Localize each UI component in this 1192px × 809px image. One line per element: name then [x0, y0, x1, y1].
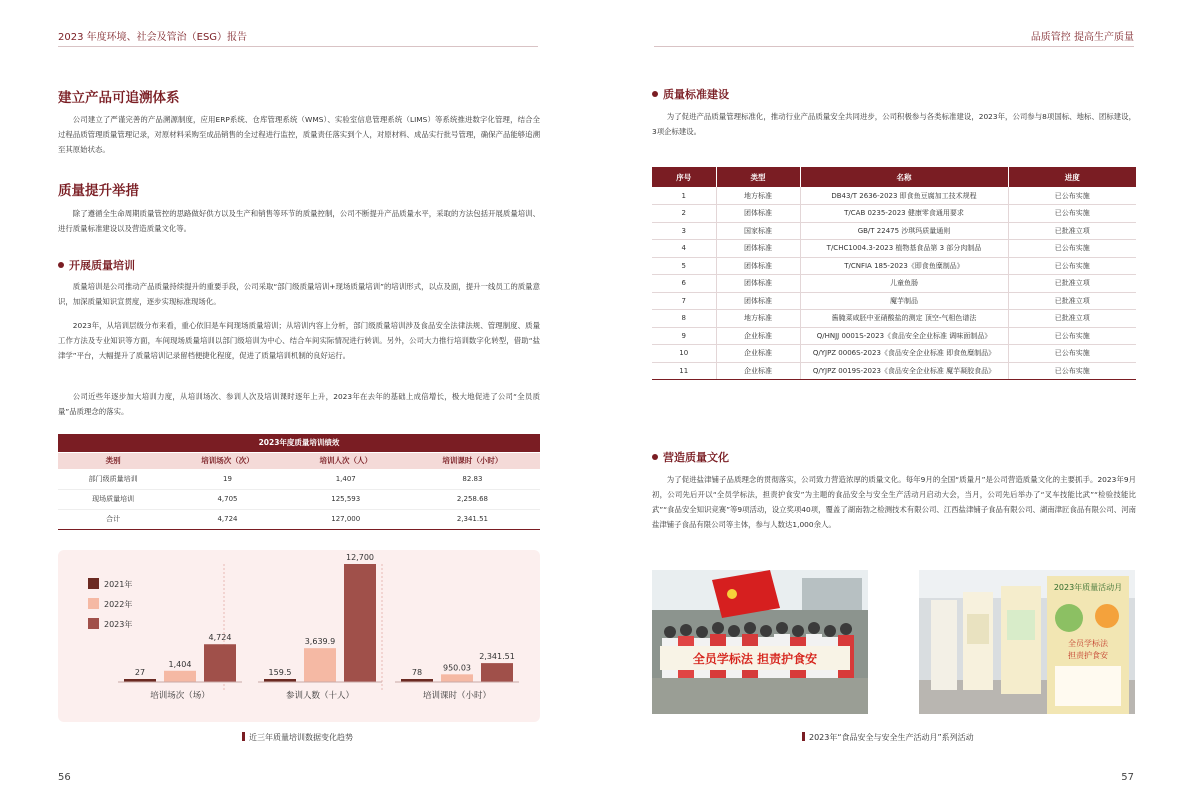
table-cell: 125,593 — [287, 489, 405, 509]
legend-label: 2022年 — [104, 600, 133, 609]
chart-bar — [441, 674, 473, 682]
bullet-dot-icon — [58, 262, 64, 268]
header-rule — [58, 46, 538, 47]
training-paragraph-3: 公司近些年逐步加大培训力度，从培训场次、参训人次及培训课时逐年上升，2023年在去年的基础上成倍增长，极大地促进了公司“全员质量”品质理念的落实。 — [58, 392, 540, 416]
table-cell: 6 — [652, 275, 716, 293]
table-row — [652, 327, 1136, 345]
table-row — [652, 362, 1136, 380]
standards-table — [652, 167, 1136, 380]
table-cell: 1,407 — [287, 469, 405, 489]
table-cell: 已批准立项 — [1008, 222, 1136, 240]
chart-bar — [481, 663, 513, 682]
data-label: 27 — [134, 668, 146, 677]
table-row — [652, 205, 1136, 223]
table-cell: 1 — [652, 187, 716, 205]
data-label: 78 — [411, 668, 423, 677]
table-cell: 企业标准 — [716, 345, 800, 363]
table-cell: Q/YJPZ 0019S-2023《食品安全企业标准 魔芋凝胶食品》 — [800, 362, 1008, 380]
table-row — [58, 469, 540, 489]
table-cell: 已批准立项 — [1008, 275, 1136, 293]
table-cell: 7 — [652, 292, 716, 310]
table-cell: Q/HNJJ 0001S-2023《食品安全企业标准 调味面制品》 — [800, 327, 1008, 345]
table-cell: 82.83 — [405, 469, 540, 489]
banner-text: 全员学标法 担责护食安 — [692, 652, 818, 666]
table-cell: GB/T 22475 沙琪玛质量通则 — [800, 222, 1008, 240]
data-label: 2,341.51 — [479, 652, 515, 662]
table-cell: 酱腌菜咸胚中亚硝酸盐的测定 顶空-气相色谱法 — [800, 310, 1008, 328]
table-row — [652, 275, 1136, 293]
table-caption: 2023年度质量培训绩效 — [58, 434, 540, 452]
legend-swatch — [88, 618, 99, 629]
table-cell: 5 — [652, 257, 716, 275]
table-cell: 已批准立项 — [1008, 310, 1136, 328]
legend-label: 2023年 — [104, 620, 133, 629]
chart-bar — [304, 648, 336, 682]
column-header: 类别 — [58, 452, 168, 469]
table-cell: 已公布实施 — [1008, 187, 1136, 205]
table-cell: 已公布实施 — [1008, 240, 1136, 258]
data-label: 1,404 — [168, 659, 192, 669]
table-cell: T/CNFIA 185-2023《即食鱼糜制品》 — [800, 257, 1008, 275]
table-cell: 4,705 — [168, 489, 286, 509]
table-cell: 合计 — [58, 509, 168, 529]
table-cell: 现场质量培训 — [58, 489, 168, 509]
table-row — [652, 292, 1136, 310]
table-cell: 10 — [652, 345, 716, 363]
bar-chart — [58, 550, 540, 722]
table-cell: 2,258.68 — [405, 489, 540, 509]
table-cell: 已公布实施 — [1008, 345, 1136, 363]
group-label: 培训课时（小时） — [422, 691, 492, 701]
subsection-title-training: 开展质量培训 — [58, 257, 135, 273]
table-cell: 9 — [652, 327, 716, 345]
photo-caption: 2023年“食品安全与安全生产活动月”系列活动 — [802, 732, 974, 743]
table-cell: 团体标准 — [716, 257, 800, 275]
table-cell: 127,000 — [287, 509, 405, 529]
table-cell: 11 — [652, 362, 716, 380]
table-cell: 企业标准 — [716, 327, 800, 345]
subsection-title-culture: 营造质量文化 — [652, 449, 729, 465]
quality-improvement-body: 除了遵循全生命周期质量管控的思路做好供方以及生产和销售等环节的质量控制，公司不断提升产品质量水平，采取的方法包括开展质量培训、进行质量标准建设以及营造质量文化等。 — [58, 209, 540, 233]
page-number-right: 57 — [1121, 772, 1134, 783]
culture-body: 为了促进盐津铺子品质理念的贯彻落实，公司致力营造浓厚的质量文化。每年9月的全国“质量月”是公司营造质量文化的主要抓手。2023年9月初，公司先后开以“全员学标法，担责护食安”为主题的食品安全与安全生产活动月启动大会，当月，公司先后举办了“叉车技能比武”“检验技能比武”“食品安全知识竞赛”等9项活动，设立奖项40项，覆盖了湖南勃之检测技术有限公司、江西盐津铺子食品有限公司、湖南津匠食品有限公司、河南盐津铺子食品有限公司等主体，参与人数达1,000余人。 — [652, 475, 1136, 529]
data-label: 4,724 — [208, 633, 232, 643]
table-cell: 团体标准 — [716, 292, 800, 310]
bullet-dot-icon — [652, 91, 658, 97]
subsection-title-standards: 质量标准建设 — [652, 86, 729, 102]
table-cell: T/CAB 0235-2023 健康零食通用要求 — [800, 205, 1008, 223]
table-cell: 地方标准 — [716, 187, 800, 205]
table-cell: 19 — [168, 469, 286, 489]
poster-title: 2023年质量活动月 — [1053, 583, 1123, 592]
table-cell: 已公布实施 — [1008, 257, 1136, 275]
table-cell: 3 — [652, 222, 716, 240]
table-cell: 国家标准 — [716, 222, 800, 240]
legend-swatch — [88, 578, 99, 589]
section-title-traceability: 建立产品可追溯体系 — [58, 90, 180, 106]
column-header: 培训课时（小时） — [405, 452, 540, 469]
table-cell: 已公布实施 — [1008, 205, 1136, 223]
table-cell: 魔芋制品 — [800, 292, 1008, 310]
table-cell: 团体标准 — [716, 275, 800, 293]
caption-marker-icon — [802, 732, 805, 741]
data-label: 3,639.9 — [304, 637, 336, 647]
table-cell: 4,724 — [168, 509, 286, 529]
table-cell: 2,341.51 — [405, 509, 540, 529]
table-cell: Q/YJPZ 0006S-2023《食品安全企业标准 即食鱼糜制品》 — [800, 345, 1008, 363]
table-cell: 4 — [652, 240, 716, 258]
data-label: 950.03 — [443, 663, 471, 673]
chart-bar — [344, 564, 376, 682]
exhibition-photo — [919, 570, 1135, 714]
table-row — [652, 345, 1136, 363]
poster-line: 全员学标法 — [1068, 639, 1108, 648]
legend-swatch — [88, 598, 99, 609]
chart-bar — [164, 671, 196, 682]
right-page — [596, 0, 1192, 809]
traceability-body: 公司建立了严谨完善的产品溯源制度，应用ERP系统、仓库管理系统（WMS）、实验室信息管理系统（LIMS）等系统推进数字化管理，结合全过程品质管理质量管理记录，对原材料采购至成品销售的全过程进行监控，质量责任落实到个人，对原材料、成品实行批号管理，确保产品能够追溯至其原始状态。 — [58, 115, 540, 154]
table-cell: 2 — [652, 205, 716, 223]
table-row — [652, 187, 1136, 205]
caption-marker-icon — [242, 732, 245, 741]
table-cell: 已公布实施 — [1008, 327, 1136, 345]
table-row — [652, 310, 1136, 328]
training-paragraph-1: 质量培训是公司推动产品质量持续提升的重要手段，公司采取“部门级质量培训+现场质量培训”的培训形式，以点及面，提升一线员工的质量意识，加深质量知识宣贯度，逐步实现标准现场化。 — [58, 282, 540, 306]
header-rule — [654, 46, 1134, 47]
table-row — [652, 222, 1136, 240]
table-cell: 部门级质量培训 — [58, 469, 168, 489]
bullet-dot-icon — [652, 454, 658, 460]
table-row — [652, 257, 1136, 275]
column-header: 培训人次（人） — [287, 452, 405, 469]
table-cell: T/CHC1004.3-2023 植物基食品第 3 部分肉制品 — [800, 240, 1008, 258]
table-cell: 已公布实施 — [1008, 362, 1136, 380]
table-cell: 团体标准 — [716, 205, 800, 223]
column-header: 名称 — [800, 167, 1008, 187]
data-label: 159.5 — [268, 668, 292, 677]
page-number-left: 56 — [58, 772, 71, 783]
group-label: 培训场次（场） — [150, 691, 210, 701]
report-header: 2023 年度环境、社会及管治（ESG）报告 — [58, 32, 248, 43]
table-row — [58, 489, 540, 509]
poster-line: 担责护食安 — [1068, 651, 1108, 660]
table-cell: 8 — [652, 310, 716, 328]
table-cell: 儿童鱼肠 — [800, 275, 1008, 293]
table-cell: 企业标准 — [716, 362, 800, 380]
group-photo — [652, 570, 868, 714]
table-row — [58, 509, 540, 529]
legend-label: 2021年 — [104, 580, 133, 589]
standards-body: 为了促进产品质量管理标准化，推动行业产品质量安全共同进步，公司积极参与各类标准建设，2023年，公司参与8项国标、地标、团标建设，3项企标建设。 — [652, 112, 1136, 136]
table-cell: DB43/T 2636-2023 即食鱼豆腐加工技术规程 — [800, 187, 1008, 205]
table-cell: 已批准立项 — [1008, 292, 1136, 310]
section-title-quality-improvement: 质量提升举措 — [58, 183, 139, 199]
chart-caption: 近三年质量培训数据变化趋势 — [242, 732, 353, 743]
data-label: 12,700 — [346, 553, 374, 562]
group-label: 参训人数（十人） — [285, 691, 355, 701]
table-cell: 团体标准 — [716, 240, 800, 258]
section-header: 品质管控 提高生产质量 — [1030, 32, 1134, 43]
training-performance-table — [58, 434, 540, 530]
table-row — [652, 240, 1136, 258]
column-header: 类型 — [716, 167, 800, 187]
training-trend-chart — [58, 550, 540, 722]
chart-bar — [204, 644, 236, 682]
column-header: 进度 — [1008, 167, 1136, 187]
training-paragraph-2: 2023年，从培训层级分布来看，重心依旧是车间现场质量培训；从培训内容上分析，部门级质量培训涉及食品安全法律法规、管理制度、质量工作方法及专业知识等方面，车间现场质量培训以部门级培训为中心、结合车间实际情况进行转训。另外，公司大力推行培训数字化转型，借助“盐津学”平台，大幅提升了质量培训记录留档便捷化程度，促进了质量培训机制的良好运行。 — [58, 321, 540, 360]
column-header: 序号 — [652, 167, 716, 187]
table-cell: 地方标准 — [716, 310, 800, 328]
column-header: 培训场次（次） — [168, 452, 286, 469]
